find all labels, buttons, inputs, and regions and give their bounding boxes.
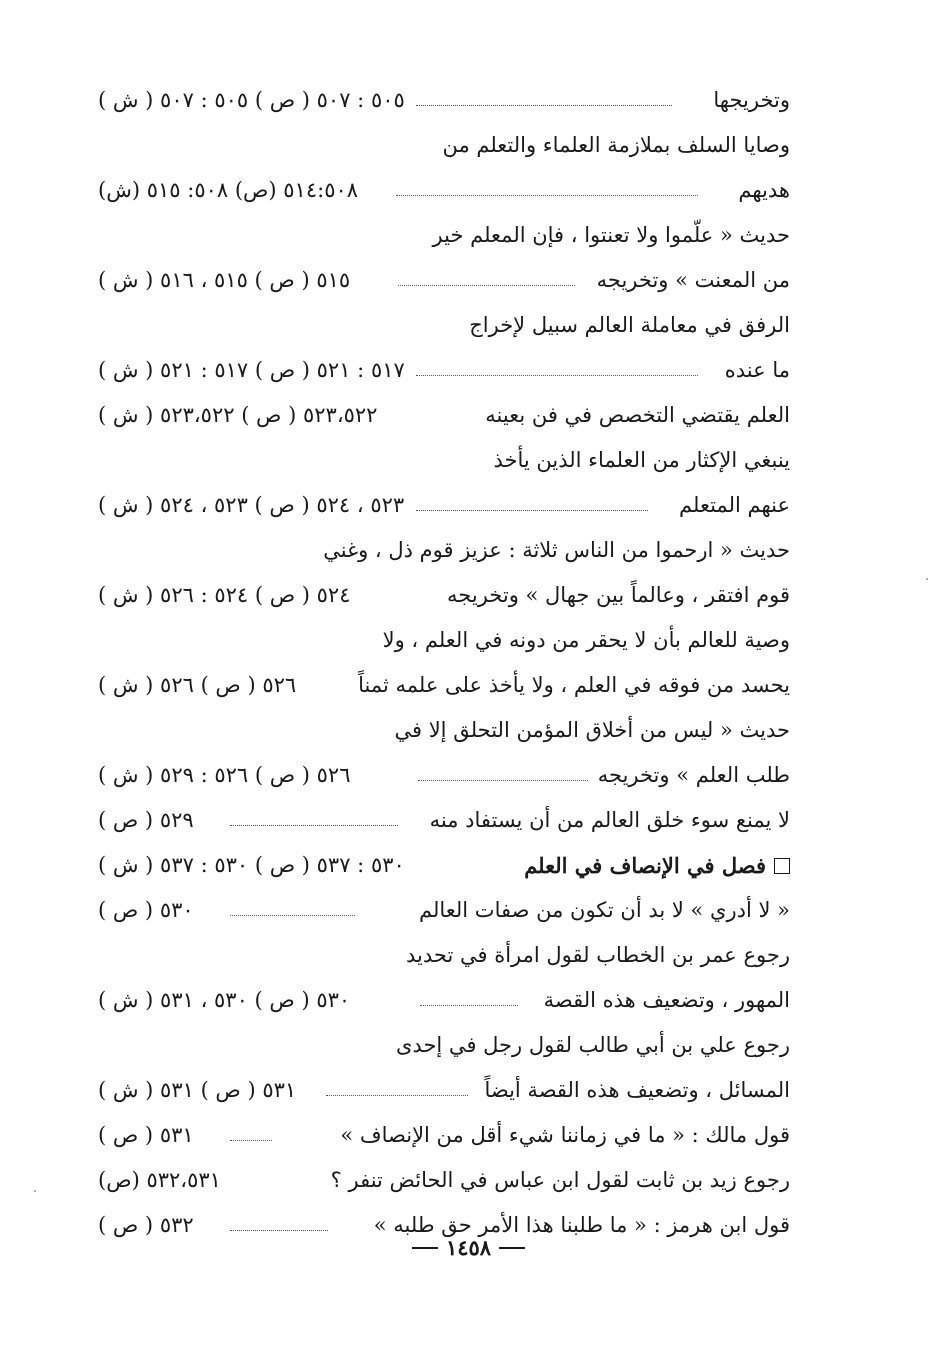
entry-text: عنهم المتعلم [679,493,790,517]
leader-dots [230,1230,328,1231]
entry-reference: ٥٠٥ : ٥٠٧ ( ص ) ٥٠٥ : ٥٠٧ ( ش ) [98,88,405,112]
entry-reference: ٥١٤:٥٠٨ (ص) ٥٠٨: ٥١٥ (ش) [98,178,359,202]
entry-text: ما عنده [724,358,790,382]
index-entry [98,1158,790,1203]
entry-reference: ٥٣٢ ( ص ) [98,1213,194,1237]
entry-text: هديهم [738,178,790,202]
index-entry [98,708,790,753]
leader-dots [326,1095,468,1096]
entry-reference: ٥٣٠ : ٥٣٧ ( ص ) ٥٣٠ : ٥٣٧ ( ش ) [98,853,405,877]
entry-reference: ٥٢٩ ( ص ) [98,808,194,832]
entry-text: المسائل ، وتضعيف هذه القصة أيضاً [484,1078,790,1102]
dash-left [412,1247,438,1249]
entry-reference: ٥٢٣ ، ٥٢٤ ( ص ) ٥٢٣ ، ٥٢٤ ( ش ) [98,493,405,517]
entry-reference: ٥٢٦ ( ص ) ٥٢٦ : ٥٢٩ ( ش ) [98,763,351,787]
index-entry [98,933,790,978]
entry-reference: ٥١٥ ( ص ) ٥١٥ ، ٥١٦ ( ش ) [98,268,351,292]
entry-text: الرفق في معاملة العالم سبيل لإخراج [469,313,790,337]
entry-reference: ٥٣٠ ( ص ) [98,898,194,922]
entry-text: وصايا السلف بملازمة العلماء والتعلم من [442,133,790,157]
page-number [0,1235,937,1260]
entry-text: المهور ، وتضعيف هذه القصة [543,988,790,1012]
index-entry [98,258,790,303]
entry-reference: ٥٣١ ( ص ) [98,1123,194,1147]
entry-reference: ٥٣٠ ( ص ) ٥٣٠ ، ٥٣١ ( ش ) [98,988,351,1012]
index-entry [98,393,790,438]
entry-text: طلب العلم » وتخريجه [597,763,790,787]
scan-speck [34,1190,36,1192]
entry-text: يحسد من فوقه في العلم ، ولا يأخذ على علمه ثمناً [358,673,790,697]
heading-text: فصل في الإنصاف في العلم [524,853,766,878]
leader-dots [230,1140,272,1141]
index-entry [98,438,790,483]
entry-text: وتخريجها [713,88,790,112]
entry-text: قوم افتقر ، وعالماً بين جهال » وتخريجه [447,583,790,607]
page-number-text: ١٤٥٨ [445,1235,492,1260]
entry-reference: ٥٢٣،٥٢٢ ( ص ) ٥٢٣،٥٢٢ ( ش ) [98,403,378,427]
index-entry [98,78,790,123]
entry-reference: ٥١٧ : ٥٢١ ( ص ) ٥١٧ : ٥٢١ ( ش ) [98,358,405,382]
index-entry [98,1068,790,1113]
index-page [98,78,790,1248]
index-entry [98,483,790,528]
entry-text: من المعنت » وتخريجه [596,268,790,292]
entry-text: رجوع عمر بن الخطاب لقول امرأة في تحديد [406,943,790,967]
index-entry [98,573,790,618]
index-entry [98,213,790,258]
leader-dots [398,285,575,286]
leader-dots [230,825,398,826]
index-entry [98,753,790,798]
index-entry [98,168,790,213]
entry-text: قول مالك : « ما في زماننا شيء أقل من الإنصاف » [340,1123,790,1147]
index-entry [98,528,790,573]
entry-reference: ٥٢٤ ( ص ) ٥٢٤ : ٥٢٦ ( ش ) [98,583,351,607]
entry-text: لا يمنع سوء خلق العالم من أن يستفاد منه [429,808,790,832]
entry-text: ينبغي الإكثار من العلماء الذين يأخذ [493,448,790,472]
entry-text: رجوع علي بن أبي طالب لقول رجل في إحدى [395,1033,790,1057]
leader-dots [416,510,648,511]
index-entry [98,348,790,393]
index-entry [98,663,790,708]
entry-reference: ٥٢٦ ( ص ) ٥٢٦ ( ش ) [98,673,297,697]
entry-text: حديث « علّموا ولا تعنتوا ، فإن المعلم خير [432,223,790,247]
leader-dots [416,375,698,376]
leader-dots [416,105,672,106]
index-entry [98,303,790,348]
leader-dots [396,195,698,196]
index-entry [98,798,790,843]
index-entry [98,1113,790,1158]
entry-reference: ٥٣٢،٥٣١ (ص) [98,1168,221,1192]
index-entry [98,1023,790,1068]
dash-right [499,1247,525,1249]
entry-text: وصية للعالم بأن لا يحقر من دونه في العلم ، ولا [382,628,790,652]
entry-text: حديث « ليس من أخلاق المؤمن التحلق إلا في [394,718,790,742]
leader-dots [418,780,588,781]
entry-text: رجوع زيد بن ثابت لقول ابن عباس في الحائض تنفر ؟ [330,1168,790,1192]
index-entry [98,888,790,933]
entry-text: « لا أدري » لا بد أن تكون من صفات العالم [419,898,790,922]
entry-text: حديث « ارحموا من الناس ثلاثة : عزيز قوم ذل ، وغني [323,538,790,562]
index-entry [98,618,790,663]
entry-text [524,843,790,888]
entry-text: العلم يقتضي التخصص في فن بعينه [485,403,790,427]
leader-dots [420,1005,518,1006]
leader-dots [230,915,355,916]
index-entry [98,978,790,1023]
index-entry [98,123,790,168]
entry-reference: ٥٣١ ( ص ) ٥٣١ ( ش ) [98,1078,297,1102]
entry-text: قول ابن هرمز : « ما طلبنا هذا الأمر حق طلبه » [373,1213,790,1237]
section-heading [98,843,790,888]
square-marker-icon [774,858,790,874]
scan-speck [926,578,928,580]
